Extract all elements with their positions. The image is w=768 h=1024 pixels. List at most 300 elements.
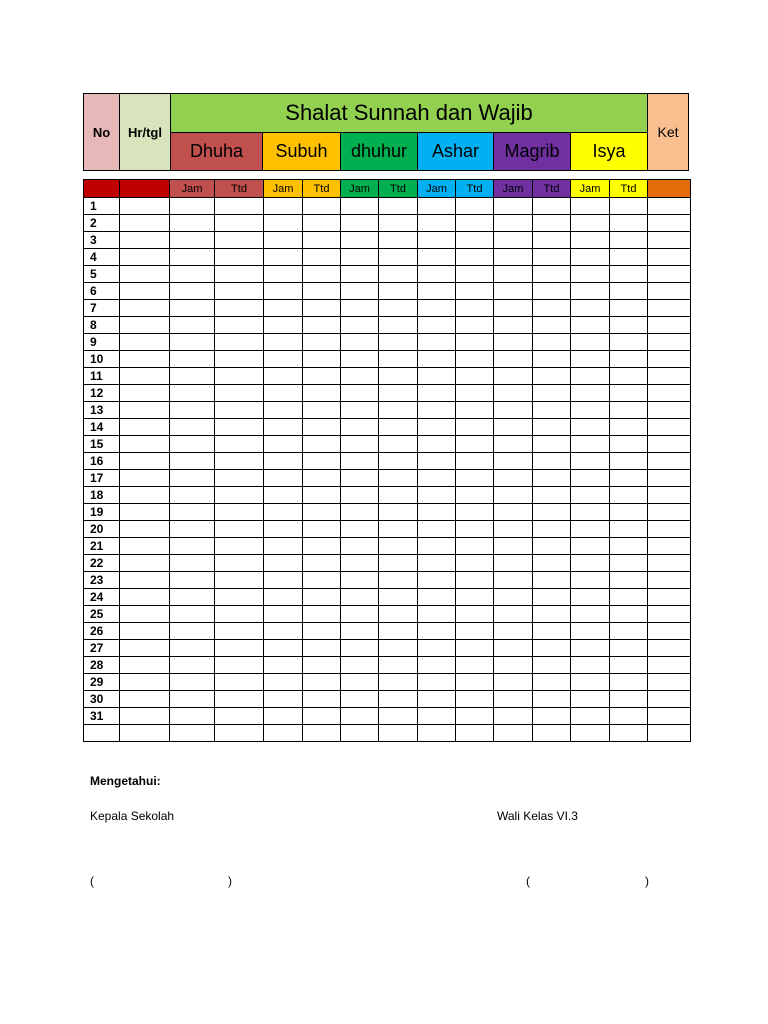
entry-cell[interactable] — [571, 470, 610, 487]
entry-cell[interactable] — [215, 725, 264, 742]
entry-cell[interactable] — [571, 385, 610, 402]
entry-cell[interactable] — [571, 572, 610, 589]
entry-cell[interactable] — [215, 249, 264, 266]
entry-cell[interactable] — [494, 521, 533, 538]
entry-cell[interactable] — [120, 283, 170, 300]
entry-cell[interactable] — [170, 283, 215, 300]
entry-cell[interactable] — [215, 555, 264, 572]
entry-cell[interactable] — [610, 538, 648, 555]
entry-cell[interactable] — [571, 249, 610, 266]
entry-cell[interactable] — [494, 623, 533, 640]
entry-cell[interactable] — [494, 300, 533, 317]
entry-cell[interactable] — [120, 453, 170, 470]
entry-cell[interactable] — [648, 623, 691, 640]
entry-cell[interactable] — [215, 232, 264, 249]
entry-cell[interactable] — [170, 606, 215, 623]
entry-cell[interactable] — [215, 198, 264, 215]
entry-cell[interactable] — [215, 351, 264, 368]
entry-cell[interactable] — [303, 555, 341, 572]
entry-cell[interactable] — [341, 215, 379, 232]
entry-cell[interactable] — [456, 300, 494, 317]
entry-cell[interactable] — [610, 351, 648, 368]
entry-cell[interactable] — [303, 470, 341, 487]
entry-cell[interactable] — [610, 317, 648, 334]
entry-cell[interactable] — [341, 198, 379, 215]
entry-cell[interactable] — [170, 334, 215, 351]
entry-cell[interactable] — [379, 691, 418, 708]
entry-cell[interactable] — [648, 385, 691, 402]
entry-cell[interactable] — [533, 215, 571, 232]
entry-cell[interactable] — [456, 555, 494, 572]
entry-cell[interactable] — [648, 453, 691, 470]
entry-cell[interactable] — [264, 555, 303, 572]
entry-cell[interactable] — [170, 215, 215, 232]
entry-cell[interactable] — [494, 198, 533, 215]
entry-cell[interactable] — [341, 640, 379, 657]
entry-cell[interactable] — [215, 657, 264, 674]
entry-cell[interactable] — [610, 589, 648, 606]
entry-cell[interactable] — [341, 436, 379, 453]
entry-cell[interactable] — [456, 351, 494, 368]
entry-cell[interactable] — [264, 453, 303, 470]
entry-cell[interactable] — [170, 470, 215, 487]
entry-cell[interactable] — [494, 589, 533, 606]
entry-cell[interactable] — [533, 657, 571, 674]
entry-cell[interactable] — [533, 266, 571, 283]
entry-cell[interactable] — [571, 708, 610, 725]
entry-cell[interactable] — [379, 589, 418, 606]
entry-cell[interactable] — [648, 538, 691, 555]
entry-cell[interactable] — [264, 640, 303, 657]
entry-cell[interactable] — [341, 674, 379, 691]
entry-cell[interactable] — [418, 334, 456, 351]
entry-cell[interactable] — [571, 334, 610, 351]
entry-cell[interactable] — [341, 385, 379, 402]
entry-cell[interactable] — [264, 623, 303, 640]
entry-cell[interactable] — [264, 300, 303, 317]
entry-cell[interactable] — [648, 215, 691, 232]
entry-cell[interactable] — [120, 198, 170, 215]
entry-cell[interactable] — [379, 300, 418, 317]
entry-cell[interactable] — [303, 640, 341, 657]
entry-cell[interactable] — [170, 572, 215, 589]
entry-cell[interactable] — [610, 232, 648, 249]
entry-cell[interactable] — [456, 623, 494, 640]
entry-cell[interactable] — [379, 674, 418, 691]
entry-cell[interactable] — [303, 521, 341, 538]
entry-cell[interactable] — [120, 317, 170, 334]
entry-cell[interactable] — [170, 402, 215, 419]
entry-cell[interactable] — [533, 249, 571, 266]
entry-cell[interactable] — [533, 640, 571, 657]
entry-cell[interactable] — [170, 249, 215, 266]
entry-cell[interactable] — [303, 538, 341, 555]
entry-cell[interactable] — [648, 504, 691, 521]
entry-cell[interactable] — [120, 606, 170, 623]
entry-cell[interactable] — [648, 708, 691, 725]
entry-cell[interactable] — [648, 572, 691, 589]
entry-cell[interactable] — [610, 691, 648, 708]
entry-cell[interactable] — [120, 504, 170, 521]
entry-cell[interactable] — [456, 368, 494, 385]
entry-cell[interactable] — [379, 640, 418, 657]
entry-cell[interactable] — [341, 232, 379, 249]
entry-cell[interactable] — [379, 232, 418, 249]
entry-cell[interactable] — [379, 249, 418, 266]
entry-cell[interactable] — [418, 470, 456, 487]
entry-cell[interactable] — [120, 589, 170, 606]
entry-cell[interactable] — [533, 470, 571, 487]
entry-cell[interactable] — [456, 198, 494, 215]
entry-cell[interactable] — [494, 368, 533, 385]
entry-cell[interactable] — [648, 317, 691, 334]
entry-cell[interactable] — [379, 572, 418, 589]
entry-cell[interactable] — [610, 419, 648, 436]
entry-cell[interactable] — [379, 487, 418, 504]
entry-cell[interactable] — [264, 691, 303, 708]
entry-cell[interactable] — [456, 317, 494, 334]
entry-cell[interactable] — [533, 708, 571, 725]
entry-cell[interactable] — [120, 402, 170, 419]
entry-cell[interactable] — [379, 470, 418, 487]
entry-cell[interactable] — [610, 283, 648, 300]
entry-cell[interactable] — [170, 317, 215, 334]
entry-cell[interactable] — [341, 317, 379, 334]
entry-cell[interactable] — [215, 283, 264, 300]
entry-cell[interactable] — [533, 674, 571, 691]
entry-cell[interactable] — [120, 419, 170, 436]
entry-cell[interactable] — [264, 606, 303, 623]
entry-cell[interactable] — [215, 368, 264, 385]
entry-cell[interactable] — [303, 453, 341, 470]
entry-cell[interactable] — [379, 453, 418, 470]
entry-cell[interactable] — [341, 266, 379, 283]
entry-cell[interactable] — [303, 606, 341, 623]
entry-cell[interactable] — [379, 385, 418, 402]
entry-cell[interactable] — [648, 487, 691, 504]
entry-cell[interactable] — [533, 691, 571, 708]
entry-cell[interactable] — [494, 402, 533, 419]
entry-cell[interactable] — [610, 725, 648, 742]
entry-cell[interactable] — [341, 453, 379, 470]
entry-cell[interactable] — [264, 589, 303, 606]
entry-cell[interactable] — [120, 623, 170, 640]
entry-cell[interactable] — [571, 317, 610, 334]
entry-cell[interactable] — [418, 351, 456, 368]
entry-cell[interactable] — [264, 657, 303, 674]
entry-cell[interactable] — [571, 504, 610, 521]
entry-cell[interactable] — [120, 555, 170, 572]
entry-cell[interactable] — [264, 249, 303, 266]
entry-cell[interactable] — [648, 266, 691, 283]
entry-cell[interactable] — [648, 351, 691, 368]
entry-cell[interactable] — [418, 453, 456, 470]
entry-cell[interactable] — [456, 215, 494, 232]
entry-cell[interactable] — [571, 266, 610, 283]
entry-cell[interactable] — [379, 334, 418, 351]
entry-cell[interactable] — [418, 691, 456, 708]
entry-cell[interactable] — [648, 691, 691, 708]
entry-cell[interactable] — [379, 266, 418, 283]
entry-cell[interactable] — [494, 453, 533, 470]
entry-cell[interactable] — [170, 708, 215, 725]
entry-cell[interactable] — [610, 470, 648, 487]
entry-cell[interactable] — [170, 436, 215, 453]
entry-cell[interactable] — [264, 334, 303, 351]
entry-cell[interactable] — [648, 521, 691, 538]
entry-cell[interactable] — [120, 572, 170, 589]
entry-cell[interactable] — [418, 640, 456, 657]
entry-cell[interactable] — [648, 470, 691, 487]
entry-cell[interactable] — [303, 657, 341, 674]
entry-cell[interactable] — [120, 725, 170, 742]
entry-cell[interactable] — [264, 470, 303, 487]
entry-cell[interactable] — [494, 351, 533, 368]
entry-cell[interactable] — [170, 538, 215, 555]
entry-cell[interactable] — [610, 657, 648, 674]
entry-cell[interactable] — [648, 674, 691, 691]
entry-cell[interactable] — [215, 419, 264, 436]
entry-cell[interactable] — [215, 606, 264, 623]
entry-cell[interactable] — [648, 725, 691, 742]
entry-cell[interactable] — [303, 589, 341, 606]
entry-cell[interactable] — [264, 708, 303, 725]
entry-cell[interactable] — [120, 521, 170, 538]
entry-cell[interactable] — [494, 708, 533, 725]
entry-cell[interactable] — [303, 249, 341, 266]
entry-cell[interactable] — [418, 572, 456, 589]
entry-cell[interactable] — [303, 623, 341, 640]
entry-cell[interactable] — [494, 232, 533, 249]
entry-cell[interactable] — [610, 487, 648, 504]
entry-cell[interactable] — [648, 232, 691, 249]
entry-cell[interactable] — [571, 436, 610, 453]
entry-cell[interactable] — [341, 334, 379, 351]
entry-cell[interactable] — [264, 232, 303, 249]
entry-cell[interactable] — [610, 640, 648, 657]
entry-cell[interactable] — [215, 317, 264, 334]
entry-cell[interactable] — [170, 640, 215, 657]
entry-cell[interactable] — [456, 640, 494, 657]
entry-cell[interactable] — [648, 589, 691, 606]
entry-cell[interactable] — [494, 640, 533, 657]
entry-cell[interactable] — [571, 555, 610, 572]
entry-cell[interactable] — [533, 487, 571, 504]
entry-cell[interactable] — [215, 300, 264, 317]
entry-cell[interactable] — [494, 606, 533, 623]
entry-cell[interactable] — [494, 283, 533, 300]
entry-cell[interactable] — [494, 249, 533, 266]
entry-cell[interactable] — [379, 504, 418, 521]
entry-cell[interactable] — [610, 266, 648, 283]
entry-cell[interactable] — [456, 606, 494, 623]
entry-cell[interactable] — [215, 334, 264, 351]
entry-cell[interactable] — [456, 504, 494, 521]
entry-cell[interactable] — [170, 623, 215, 640]
entry-cell[interactable] — [170, 385, 215, 402]
entry-cell[interactable] — [120, 674, 170, 691]
entry-cell[interactable] — [170, 300, 215, 317]
entry-cell[interactable] — [610, 555, 648, 572]
entry-cell[interactable] — [494, 691, 533, 708]
entry-cell[interactable] — [418, 232, 456, 249]
entry-cell[interactable] — [341, 708, 379, 725]
entry-cell[interactable] — [170, 674, 215, 691]
entry-cell[interactable] — [418, 283, 456, 300]
entry-cell[interactable] — [418, 708, 456, 725]
entry-cell[interactable] — [533, 453, 571, 470]
entry-cell[interactable] — [571, 283, 610, 300]
entry-cell[interactable] — [120, 266, 170, 283]
entry-cell[interactable] — [341, 351, 379, 368]
entry-cell[interactable] — [215, 640, 264, 657]
entry-cell[interactable] — [494, 487, 533, 504]
entry-cell[interactable] — [418, 504, 456, 521]
entry-cell[interactable] — [215, 453, 264, 470]
entry-cell[interactable] — [533, 368, 571, 385]
entry-cell[interactable] — [303, 317, 341, 334]
entry-cell[interactable] — [418, 606, 456, 623]
entry-cell[interactable] — [341, 691, 379, 708]
entry-cell[interactable] — [494, 674, 533, 691]
entry-cell[interactable] — [303, 725, 341, 742]
entry-cell[interactable] — [456, 538, 494, 555]
entry-cell[interactable] — [456, 657, 494, 674]
entry-cell[interactable] — [264, 368, 303, 385]
entry-cell[interactable] — [571, 521, 610, 538]
entry-cell[interactable] — [418, 385, 456, 402]
entry-cell[interactable] — [456, 521, 494, 538]
entry-cell[interactable] — [303, 334, 341, 351]
entry-cell[interactable] — [418, 657, 456, 674]
entry-cell[interactable] — [456, 708, 494, 725]
entry-cell[interactable] — [215, 572, 264, 589]
entry-cell[interactable] — [215, 402, 264, 419]
entry-cell[interactable] — [456, 453, 494, 470]
entry-cell[interactable] — [215, 521, 264, 538]
entry-cell[interactable] — [215, 470, 264, 487]
entry-cell[interactable] — [215, 215, 264, 232]
entry-cell[interactable] — [648, 436, 691, 453]
entry-cell[interactable] — [379, 198, 418, 215]
entry-cell[interactable] — [341, 657, 379, 674]
entry-cell[interactable] — [456, 334, 494, 351]
entry-cell[interactable] — [533, 300, 571, 317]
entry-cell[interactable] — [379, 419, 418, 436]
entry-cell[interactable] — [610, 674, 648, 691]
entry-cell[interactable] — [303, 504, 341, 521]
entry-cell[interactable] — [120, 232, 170, 249]
entry-cell[interactable] — [648, 402, 691, 419]
entry-cell[interactable] — [170, 521, 215, 538]
entry-cell[interactable] — [120, 385, 170, 402]
entry-cell[interactable] — [533, 402, 571, 419]
entry-cell[interactable] — [456, 487, 494, 504]
entry-cell[interactable] — [341, 300, 379, 317]
entry-cell[interactable] — [264, 317, 303, 334]
entry-cell[interactable] — [170, 691, 215, 708]
entry-cell[interactable] — [418, 674, 456, 691]
entry-cell[interactable] — [170, 198, 215, 215]
entry-cell[interactable] — [533, 385, 571, 402]
entry-cell[interactable] — [494, 470, 533, 487]
entry-cell[interactable] — [120, 538, 170, 555]
entry-cell[interactable] — [648, 606, 691, 623]
entry-cell[interactable] — [533, 351, 571, 368]
entry-cell[interactable] — [533, 572, 571, 589]
entry-cell[interactable] — [215, 623, 264, 640]
entry-cell[interactable] — [571, 453, 610, 470]
entry-cell[interactable] — [533, 521, 571, 538]
entry-cell[interactable] — [264, 487, 303, 504]
entry-cell[interactable] — [379, 521, 418, 538]
entry-cell[interactable] — [215, 674, 264, 691]
entry-cell[interactable] — [170, 657, 215, 674]
entry-cell[interactable] — [120, 691, 170, 708]
entry-cell[interactable] — [533, 436, 571, 453]
entry-cell[interactable] — [610, 708, 648, 725]
entry-cell[interactable] — [494, 555, 533, 572]
entry-cell[interactable] — [418, 368, 456, 385]
entry-cell[interactable] — [610, 521, 648, 538]
entry-cell[interactable] — [533, 232, 571, 249]
entry-cell[interactable] — [120, 368, 170, 385]
entry-cell[interactable] — [494, 385, 533, 402]
entry-cell[interactable] — [610, 334, 648, 351]
entry-cell[interactable] — [533, 606, 571, 623]
entry-cell[interactable] — [341, 521, 379, 538]
entry-cell[interactable] — [120, 708, 170, 725]
entry-cell[interactable] — [418, 198, 456, 215]
entry-cell[interactable] — [571, 623, 610, 640]
entry-cell[interactable] — [303, 487, 341, 504]
entry-cell[interactable] — [303, 419, 341, 436]
entry-cell[interactable] — [379, 283, 418, 300]
entry-cell[interactable] — [571, 674, 610, 691]
entry-cell[interactable] — [341, 606, 379, 623]
entry-cell[interactable] — [494, 725, 533, 742]
entry-cell[interactable] — [264, 572, 303, 589]
entry-cell[interactable] — [418, 521, 456, 538]
entry-cell[interactable] — [170, 419, 215, 436]
entry-cell[interactable] — [648, 640, 691, 657]
entry-cell[interactable] — [379, 657, 418, 674]
entry-cell[interactable] — [648, 419, 691, 436]
entry-cell[interactable] — [456, 572, 494, 589]
entry-cell[interactable] — [170, 368, 215, 385]
entry-cell[interactable] — [120, 470, 170, 487]
entry-cell[interactable] — [170, 589, 215, 606]
entry-cell[interactable] — [303, 691, 341, 708]
entry-cell[interactable] — [120, 640, 170, 657]
entry-cell[interactable] — [170, 351, 215, 368]
entry-cell[interactable] — [303, 215, 341, 232]
entry-cell[interactable] — [170, 555, 215, 572]
entry-cell[interactable] — [379, 368, 418, 385]
entry-cell[interactable] — [215, 487, 264, 504]
entry-cell[interactable] — [456, 249, 494, 266]
entry-cell[interactable] — [264, 419, 303, 436]
entry-cell[interactable] — [533, 283, 571, 300]
entry-cell[interactable] — [215, 538, 264, 555]
entry-cell[interactable] — [341, 555, 379, 572]
entry-cell[interactable] — [456, 589, 494, 606]
entry-cell[interactable] — [341, 623, 379, 640]
entry-cell[interactable] — [456, 283, 494, 300]
entry-cell[interactable] — [341, 589, 379, 606]
entry-cell[interactable] — [610, 215, 648, 232]
entry-cell[interactable] — [303, 351, 341, 368]
